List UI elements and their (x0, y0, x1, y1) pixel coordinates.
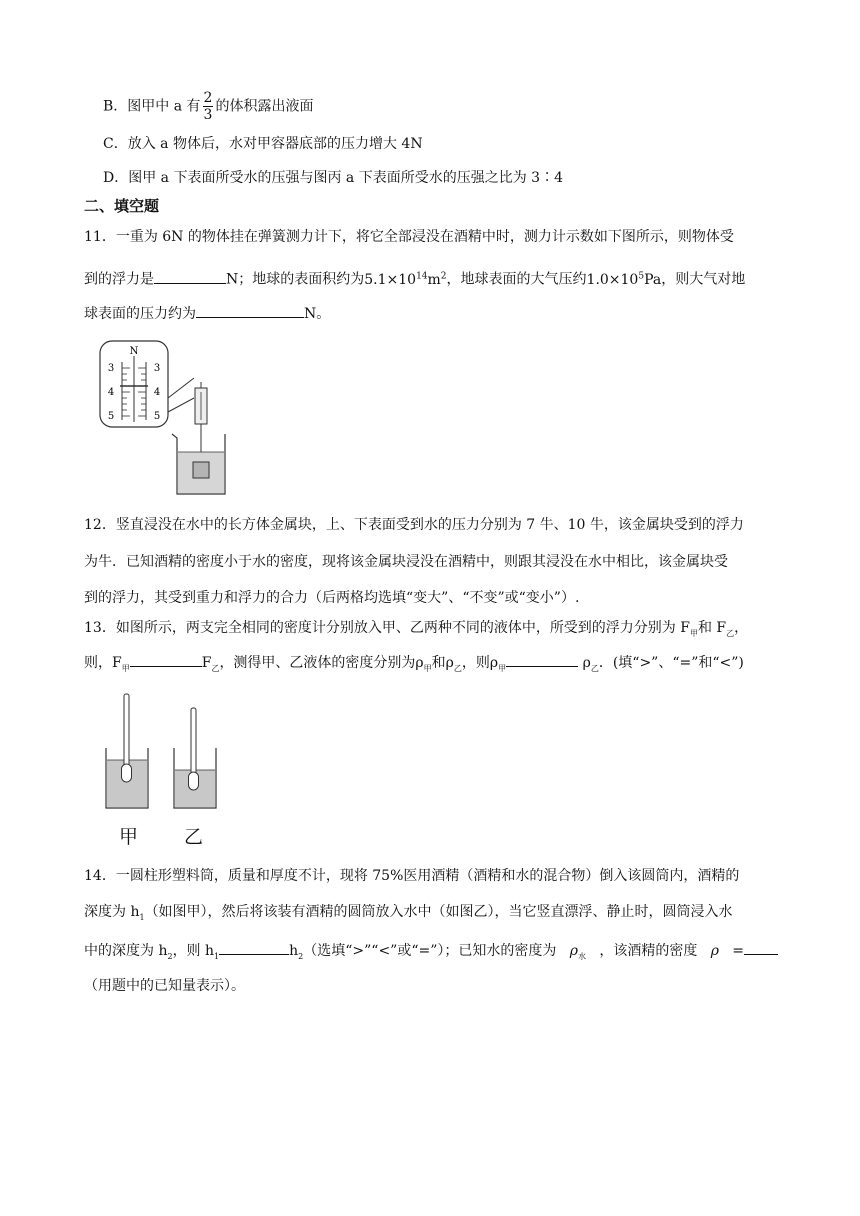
q13-text: 和 F (697, 620, 727, 636)
subscript: 乙 (590, 663, 599, 673)
fraction-numerator: 2 (203, 90, 213, 106)
subscript: 1 (139, 912, 145, 922)
hydrometers-figure (100, 690, 230, 812)
q11-text: ，地球表面的大气压约 (446, 271, 587, 288)
pressure-unit: Pa (644, 271, 662, 288)
scale-tick-label: 4 (107, 387, 115, 398)
q13-text: ，则ρ (461, 655, 499, 671)
q13-text: 13．如图所示，两支完全相同的密度计分别放入甲、乙两种不同的液体中，所受到的浮力分别为 F (84, 620, 690, 636)
subscript: 水 (577, 951, 586, 961)
option-b-pre: B．图甲中 a 有 (103, 98, 201, 115)
beaker-yi (174, 708, 216, 808)
scale-tick-label: 3 (153, 363, 161, 374)
q14-text: h (289, 943, 299, 959)
q11-text: N。 (304, 306, 331, 322)
label-yi: 乙 (184, 826, 204, 848)
q11-line2 (84, 266, 745, 290)
q13-text: 和ρ (431, 655, 454, 671)
q13-text: ρ (582, 655, 591, 671)
q14-text: （选填“>”“<”或“=”）；已知水的密度为 (303, 943, 557, 959)
subscript: 1 (214, 951, 220, 961)
q14-line1: 14．一圆柱形塑料筒，质量和厚度不计，现将 75%医用酒精（酒精和水的混合物）倒入该圆筒内，酒精的 (84, 868, 740, 884)
option-b-post: 的体积露出液面 (215, 98, 314, 115)
q11-text: 到的浮力是 (84, 271, 154, 288)
scale-tick-label: 4 (153, 387, 161, 398)
air-pressure (587, 272, 662, 288)
subscript: 2 (298, 951, 304, 961)
q14-line4: （用题中的已知量表示）。 (84, 978, 245, 994)
subscript: 甲 (423, 663, 432, 673)
q13-text: F (201, 655, 212, 671)
pressure-exponent: 5 (638, 271, 645, 281)
answer-blank[interactable] (196, 303, 304, 318)
label-jia: 甲 (119, 826, 139, 848)
spring-scale-figure (98, 338, 228, 498)
subscript: 甲 (689, 628, 698, 638)
area-exponent: 14 (416, 271, 428, 281)
scale-tick-label: 3 (107, 363, 115, 374)
scale-tick-label: 5 (107, 411, 115, 422)
q14-line3 (84, 940, 778, 967)
q13-text: 则，F (84, 655, 122, 671)
area-unit-exponent: 2 (440, 271, 447, 281)
q12-line3: 到的浮力，其受到重力和浮力的合力（后两格均选填“变大”、“不变”或“变小”）. (84, 590, 580, 606)
q14-text: ，该酒精的密度 (599, 943, 698, 959)
answer-blank[interactable] (744, 940, 778, 955)
rho-symbol: ρ (569, 943, 578, 959)
q13-text: ， (734, 620, 749, 636)
q11-text: N；地球的表面积约为 (226, 271, 365, 288)
fraction-denominator: 3 (203, 107, 213, 123)
q12-line1: 12．竖直浸没在水中的长方体金属块，上、下表面受到水的压力分别为 7 牛、10 牛，该金属块受到的浮力 (84, 517, 744, 533)
q14-text: 中的深度为 h (84, 943, 168, 959)
q11-text: 球表面的压力约为 (84, 306, 196, 322)
beaker-jia (106, 694, 148, 808)
q13-line1 (84, 618, 748, 644)
area-mantissa: 5.1×10 (364, 271, 417, 288)
option-c: C．放入 a 物体后，水对甲容器底部的压力增大 4N (103, 136, 423, 152)
subscript: 2 (167, 951, 173, 961)
q14-text: （如图甲），然后将该装有酒精的圆筒放入水中（如图乙），当它竖直漂浮、静止时，圆筒浸入水 (144, 904, 733, 920)
q13-text: ．(填“>”、“=”和“<”) (598, 655, 744, 671)
section-title: 二、填空题 (84, 197, 160, 215)
fraction (203, 90, 214, 123)
q13-text: ，测得甲、乙液体的密度分别为ρ (219, 655, 424, 671)
answer-blank[interactable] (219, 940, 289, 955)
q14-text: ，则 h (172, 943, 215, 959)
scale-tick-label: 5 (153, 411, 161, 422)
earth-area (364, 272, 446, 288)
q12-line2: 为牛．已知酒精的密度小于水的密度，现将该金属块浸没在酒精中，则跟其浸没在水中相比，该金属块受 (84, 554, 728, 570)
pressure-mantissa: 1.0×10 (586, 271, 639, 288)
q14-text: 深度为 h (84, 904, 140, 920)
subscript: 乙 (453, 663, 462, 673)
q14-text: = (732, 943, 745, 959)
q13-line2 (84, 652, 744, 679)
q14-line2 (84, 902, 733, 928)
q11-line1: 11．一重为 6N 的物体挂在弹簧测力计下，将它全部浸没在酒精中时，测力计示数如下图所示，则物体受 (84, 229, 734, 245)
scale-unit: N (129, 346, 139, 357)
answer-blank[interactable] (506, 652, 578, 667)
q11-line3 (84, 303, 330, 324)
option-b (103, 90, 313, 123)
q11-text: ，则大气对地 (661, 271, 746, 288)
subscript: 甲 (121, 663, 130, 673)
answer-blank[interactable] (154, 269, 226, 284)
answer-blank[interactable] (130, 652, 202, 667)
area-unit: m (427, 271, 441, 288)
rho-symbol: ρ (710, 943, 719, 959)
subscript: 乙 (726, 628, 735, 638)
option-d: D．图甲 a 下表面所受水的压强与图丙 a 下表面所受水的压强之比为 3∶4 (103, 170, 563, 186)
subscript: 甲 (498, 663, 507, 673)
subscript: 乙 (211, 663, 220, 673)
